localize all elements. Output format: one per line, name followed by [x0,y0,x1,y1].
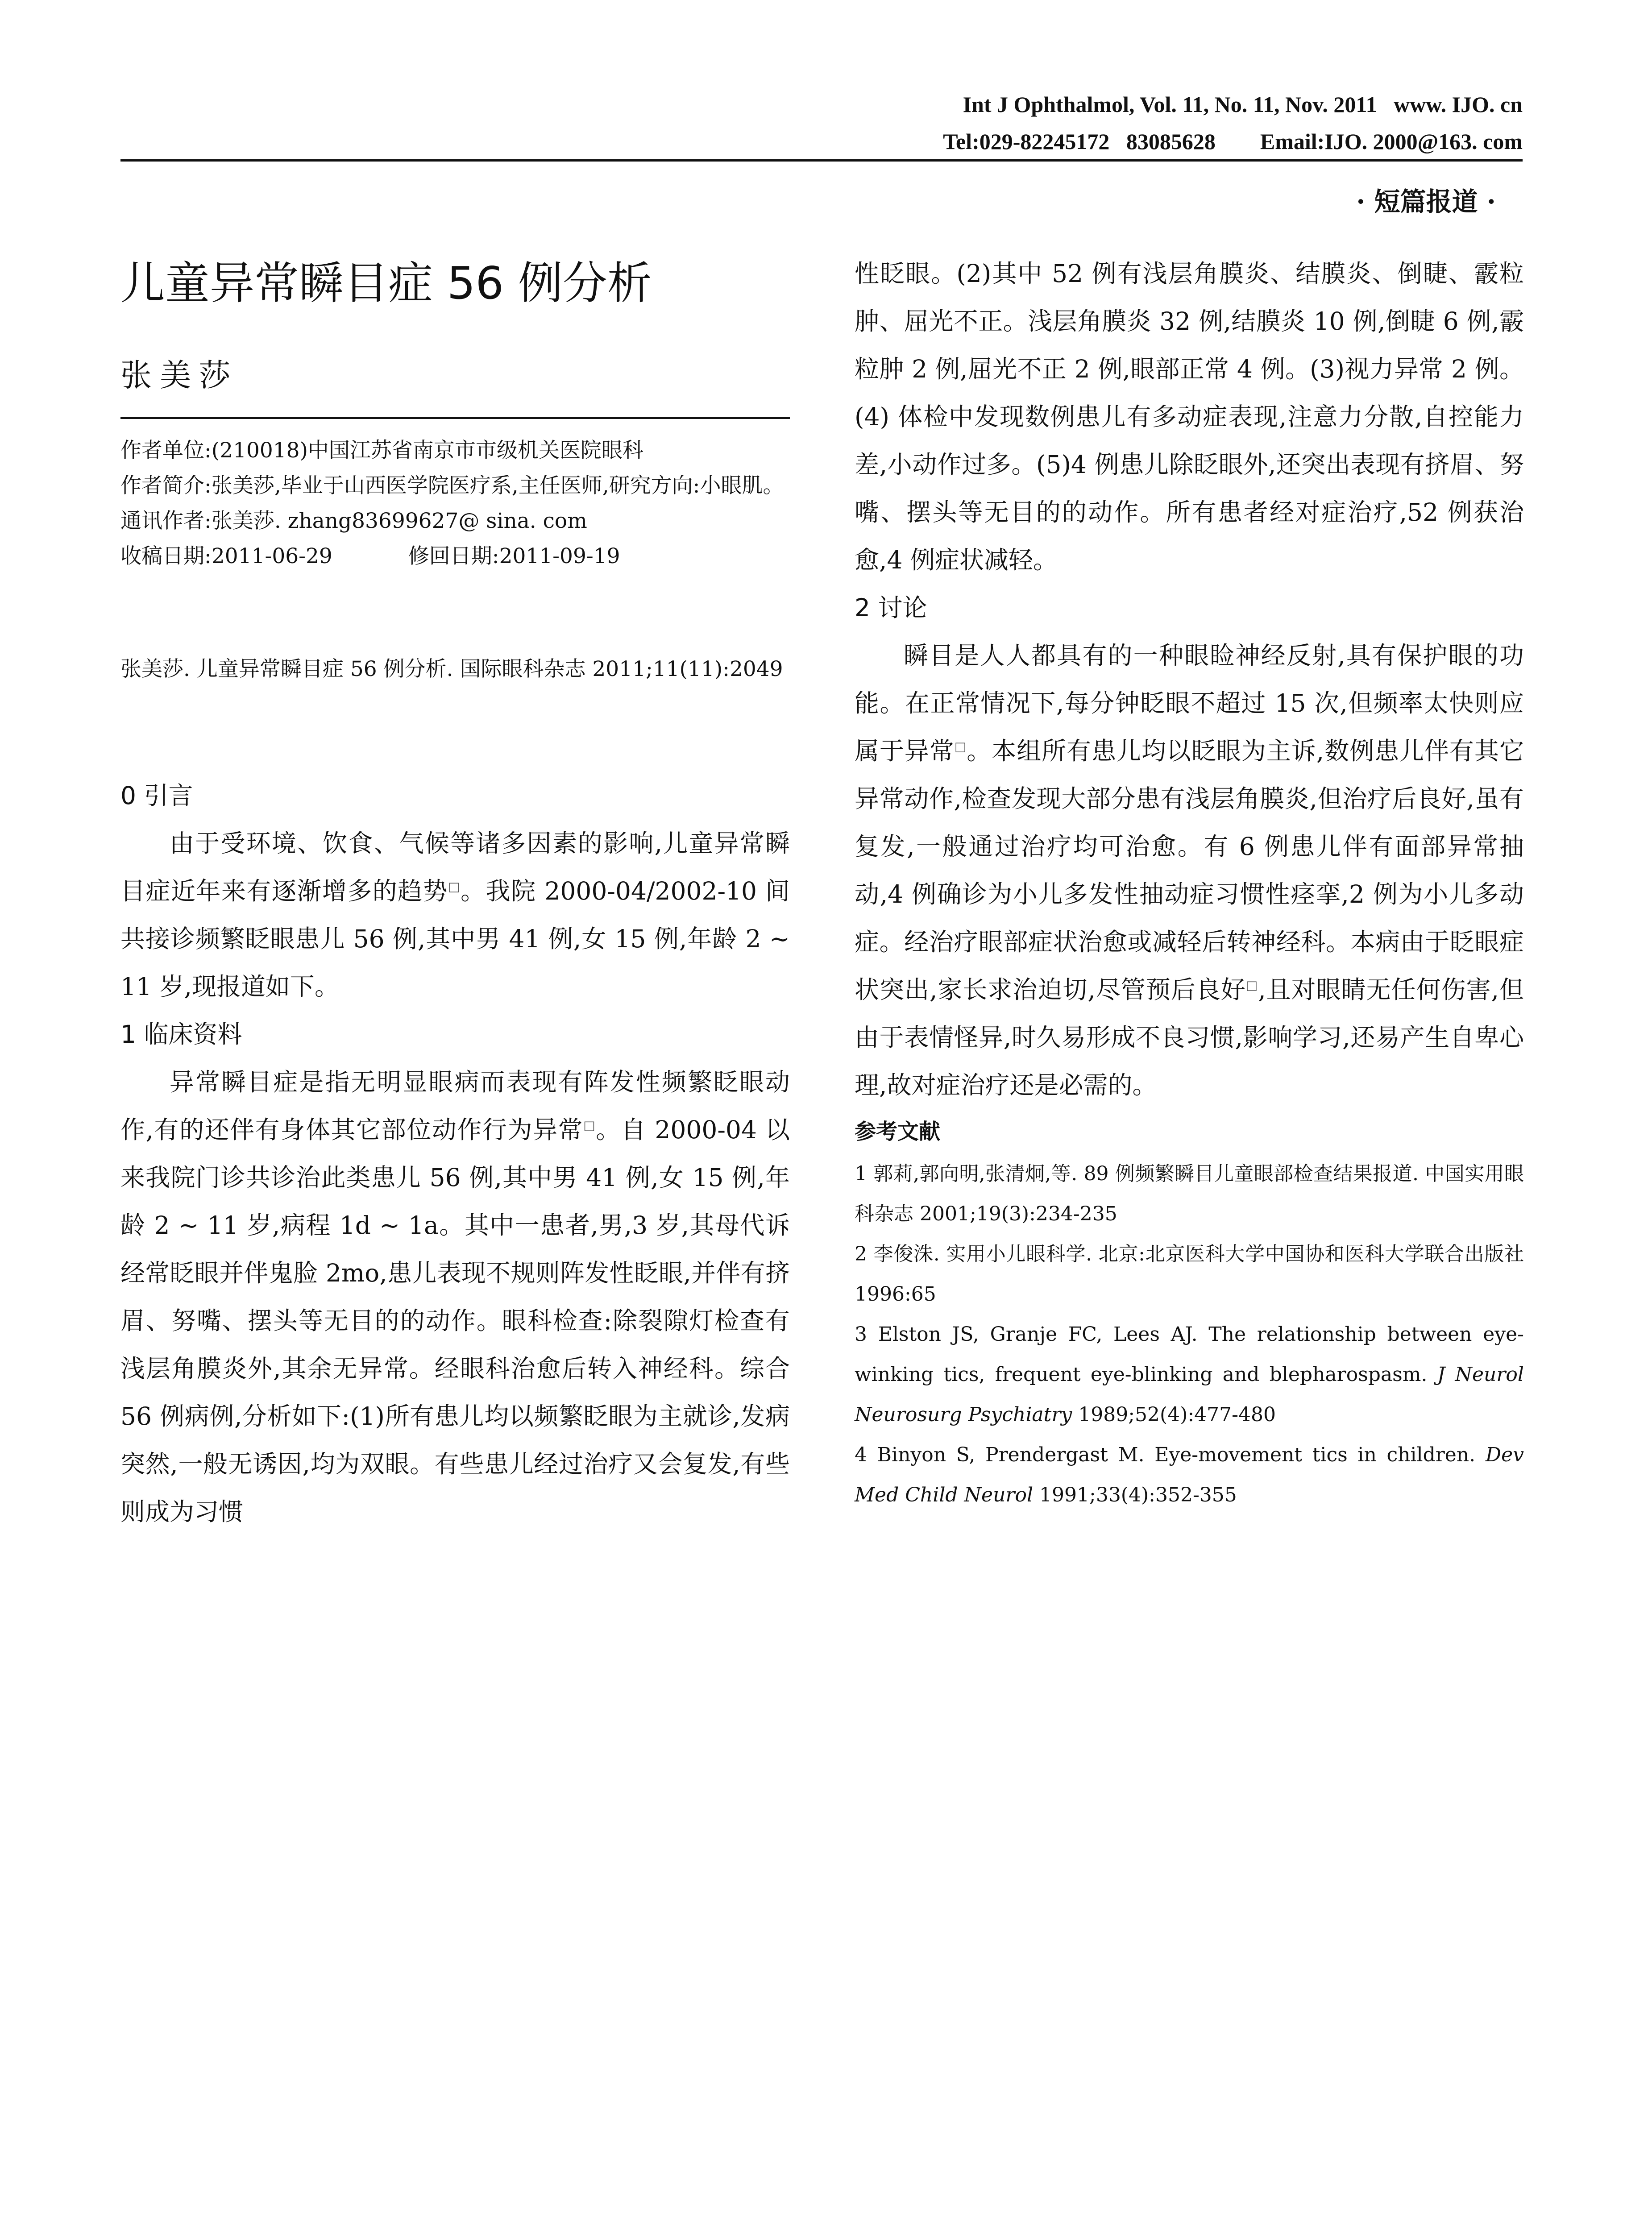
citation-mark: □ [583,1118,596,1133]
citation-mark: □ [1245,978,1258,993]
author-bio: 作者简介:张美莎,毕业于山西医学院医疗系,主任医师,研究方向:小眼肌。 [120,473,784,498]
contact-line: Tel:029-82245172 83085628 Email:IJO. 2000@163. com [943,129,1523,154]
clinical-paragraph: 异常瞬目症是指无明显眼病而表现有阵发性频繁眨眼动作,有的还伴有身体其它部位动作行为异常□。自 2000-04 以来我院门诊共诊治此类患儿 56 例,其中男 41 例,女 15 例,年龄 2 ~ 11 岁,病程 1d ~ 1a。其中一患者,男,3 岁,其母代诉经常眨眼并伴鬼脸 2mo,患儿表现不规则阵发性眨眼,并伴有挤眉、努嘴、摆头等无目的的动作。眼科检查:除裂隙灯检查有浅层角膜炎外,其余无异常。经眼科治愈后转入神经科。综合 56 例病例,分析如下:(1)所有患儿均以频繁眨眼为主就诊,发病突然,一般无诱因,均为双眼。有些患儿经过治疗又会复发,有些则成为习惯 [120,1068,790,1526]
author-name: 张美莎 [120,357,238,394]
discussion-paragraph: 瞬目是人人都具有的一种眼睑神经反射,具有保护眼的功能。在正常情况下,每分钟眨眼不超过 15 次,但频率太快则应属于异常□。本组所有患儿均以眨眼为主诉,数例患儿伴有其它异常动作,检查发现大部分患有浅层角膜炎,但治疗后良好,虽有复发,一般通过治疗均可治愈。有 6 例患儿伴有面部异常抽动,4 例确诊为小儿多发性抽动症习惯性痉挛,2 例为小儿多动症。经治疗眼部症状治愈或减轻后转神经科。本病由于眨眼症状突出,家长求治迫切,尽管预后良好□,且对眼睛无任何伤害,但由于表情怪异,时久易形成不良习惯,影响学习,还易产生自卑心理,故对症治疗还是必需的。 [855,641,1524,1099]
reference-item: 2 李俊洙. 实用小儿眼科学. 北京:北京医科大学中国协和医科大学联合出版社 1996:65 [855,1243,1524,1306]
dates [120,539,790,574]
intro-heading: 0 引言 [120,781,193,810]
intro-paragraph: 由于受环境、饮食、气候等诸多因素的影响,儿童异常瞬目症近年来有逐渐增多的趋势□。我院 2000-04/2002-10 间共接诊频繁眨眼患儿 56 例,其中男 41 例,女 15 例,年龄 2 ~ 11 岁,现报道如下。 [120,829,790,1001]
correspondence: 通讯作者:张美莎. zhang83699627@ sina. com [120,509,587,533]
revised-date: 修回日期:2011-09-19 [408,544,620,568]
clinical-heading: 1 临床资料 [120,1020,242,1049]
right-column [855,250,1524,1515]
author-meta [120,433,790,574]
citation: 张美莎. 儿童异常瞬目症 56 例分析. 国际眼科杂志 2011;11(11):2049 [120,657,783,681]
header-rule [120,159,1523,162]
section-label: · 短篇报道 · [1356,187,1496,217]
reference-item: 3 Elston JS, Granje FC, Lees AJ. The relationship between eye-winking tics, frequent eye-blinking and blepharospasm. J Neurol Neurosurg Psychiatry 1989;52(4):477-480 [855,1323,1524,1426]
affiliation: 作者单位:(210018)中国江苏省南京市市级机关医院眼科 [120,438,643,463]
article-title: 儿童异常瞬目症 56 例分析 [120,257,652,309]
discussion-heading: 2 讨论 [855,593,927,622]
left-column [120,772,790,1536]
received-date: 收稿日期:2011-06-29 [120,544,332,568]
journal-line: Int J Ophthalmol, Vol. 11, No. 11, Nov. 2011 www. IJO. cn [963,92,1523,117]
title-rule [120,417,790,419]
reference-item: 1 郭莉,郭向明,张清炯,等. 89 例频繁瞬目儿童眼部检查结果报道. 中国实用眼科杂志 2001;19(3):234-235 [855,1162,1524,1225]
citation-mark: □ [448,879,461,894]
references-list [855,1154,1524,1515]
citation-mark: □ [954,739,967,754]
clinical-continued: 性眨眼。(2)其中 52 例有浅层角膜炎、结膜炎、倒睫、霰粒肿、屈光不正。浅层角膜炎 32 例,结膜炎 10 例,倒睫 6 例,霰粒肿 2 例,屈光不正 2 例,眼部正常 4 例。(3)视力异常 2 例。(4) 体检中发现数例患儿有多动症表现,注意力分散,自控能力差,小动作过多。(5)4 例患儿除眨眼外,还突出表现有挤眉、努嘴、摆头等无目的的动作。所有患者经对症治疗,52 例获治愈,4 例症状减轻。 [855,259,1524,574]
references-heading: 参考文献 [855,1119,941,1144]
reference-item: 4 Binyon S, Prendergast M. Eye-movement tics in children. Dev Med Child Neurol 1991;33(4):352-355 [855,1443,1524,1506]
